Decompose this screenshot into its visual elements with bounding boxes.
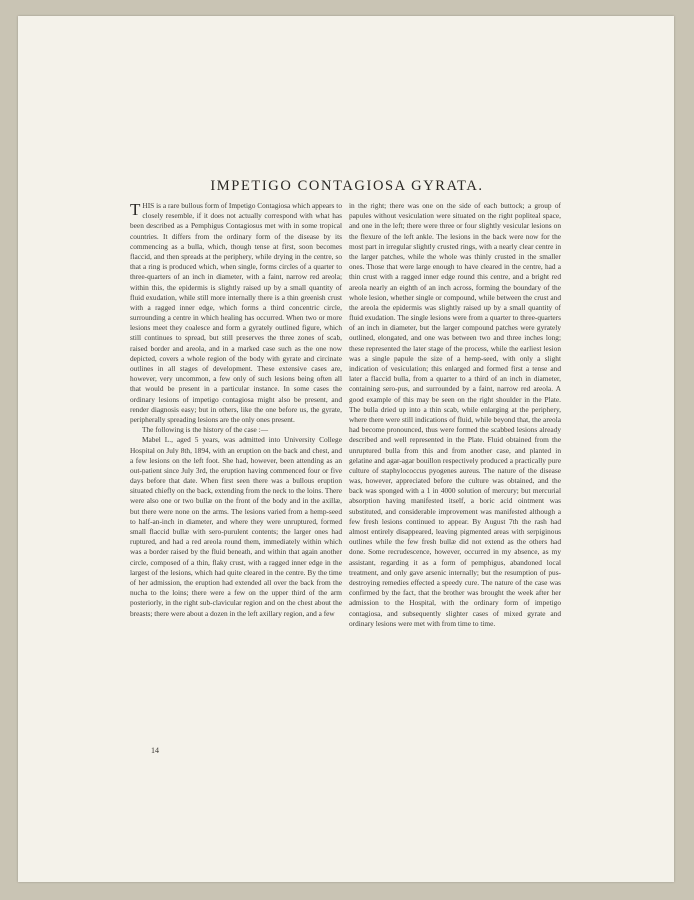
left-column [130, 201, 342, 619]
history-lead-paragraph: The following is the history of the case :— [142, 425, 269, 435]
case-continuation-paragraph: in the right; there was one on the side of each buttock; a group of papules without vesiculation were situated on the right popliteal space, and one in the left; there were three or four slightly vesicular lesions on the flexure of the left ankle. The lesions in the back were now for the most part in irregular slightly crusted rings, with a nearly clear centre in the larger patches, while the whole was thinly crusted in the smaller ones. Those that were large enough to have cleared in the centre, had a thin crust with a ragged inner edge round this centre, and a bright red areola nearly an eighth of an inch across, forming the boundary of the whole lesion, whether single or compound, while between the crust and the areola the epidermis was slightly raised up by a small quantity of fluid exudation. The single lesions were from a quarter to three-quarters of an inch in diameter, but the larger compound patches were gyrately outlined, elongated, and one was between two and three inches long; these represented the later stage of the process, while the earliest lesion was a single papule the size of a hemp-seed, with only a slight indication of vesiculation; this enlarged and formed first a tense and later a flaccid bulla, from a quarter to a third of an inch in diameter, containing sero-pus, and surrounded by a faint, narrow red areola. A good example of this may be seen on the right shoulder in the Plate. The bulla dried up into a thin scab, while enlarging at the periphery, where there were still indications of fluid, while beyond that, the areola had become pronounced, thus were formed the scabbed lesions already described and well represented in the Plate. Fluid obtained from the unruptured bulla from this and from another case, and planted in gelatine and agar-agar bouillon respectively produced a practically pure culture of staphylococcus pyogenes aureus. The nature of the disease was, however, appreciated before the culture was obtained, and the back was sponged with a 1 in 4000 solution of mercury; but mercurial absorption having manifested itself, a boric acid ointment was substituted, and considerable improvement was manifested although a few fresh lesions continued to appear. By August 7th the rash had almost entirely disappeared, leaving pigmented areas with serpiginous outlines while the few fresh bullæ did not extend as the others had done. Some recrudescence, however, occurred in my absence, as my assistant, regarding it as a form of pemphigus, abandoned local treatment, and only gave arsenic internally; but the resumption of pus-destroying remedies effected a speedy cure. The nature of the case was confirmed by the fact, that the brother was brought the week after her admission to the Hospital, with the ordinary form of impetigo contagiosa, and subsequently slighter cases of mixed gyrate and ordinary lesions were met with from time to time. [349, 201, 561, 628]
drop-cap: T [130, 200, 141, 219]
right-column [349, 201, 561, 629]
page-number: 14 [151, 746, 159, 755]
page-title: IMPETIGO CONTAGIOSA GYRATA. [210, 178, 484, 194]
page-sheet [18, 16, 674, 882]
intro-text: HIS is a rare bullous form of Impetigo Contagiosa which appears to closely resemble, if it does not actually correspond with what has been described as a Pemphigus Contagiosus met with in some tropical countries. It differs from the ordinary form of the disease by its commencing as a bulla, which, though tense at first, soon becomes flaccid, and then spreads at the periphery, while drying in the centre, so that a ring is produced which, when single, forms circles of a quarter to three-quarters of an inch in diameter, with a faint, narrow red areola; within this, the epidermis is slightly raised up by a small quantity of fluid exudation, while still more internally there is a thin greenish crust with a ragged inner edge, which forms a third concentric circle, surrounding a centre in which healing has occurred. When two or more lesions meet they coalesce and form a gyrately outlined figure, which still continues to spread, but still preserves the three zones of scab, raised border and areola, and in a marked case such as the one now depicted, covers a whole region of the body with gyrate and circinate outlines in all stages of development. These extensive cases are, however, very uncommon, a few only of such lesions being often all that would be present in a particular instance. In some cases the ordinary lesions of impetigo contagiosa might also be present, and render diagnosis easy; but in others, like the one before us, the gyrate, peripherally spreading lesions are the only ones present. [130, 201, 342, 424]
case-history-paragraph: Mabel L., aged 5 years, was admitted into University College Hospital on July 8th, 1894, with an eruption on the back and chest, and a few lesions on the left foot. She had, however, been attending as an out-patient since July 3rd, the eruption having commenced four or five days before that date. When first seen there was a bullous eruption situated chiefly on the back, extending from the neck to the loins. There were also one or two bullæ on the front of the body and in the axillæ, but there were none on the arms. The lesions varied from a hemp-seed to half-an-inch in diameter, and where they were unruptured, formed small flaccid bullæ with sero-purulent contents; the larger ones had ruptured, and had a red areola round them, immediately within which was a border raised by the fluid beneath, and within that again another circle, composed of a thin, flaky crust, with a ragged inner edge in the largest of the lesions, which had quite cleared in the centre. By the time of her admission, the eruption had extended all over the back from the nucha to the loins; there were a few on the upper third of the arm posteriorly, in the right sub-clavicular region and on the chest about the breasts; there were about a dozen in the left axillary region, and a few [130, 435, 342, 618]
intro-paragraph [130, 201, 342, 425]
